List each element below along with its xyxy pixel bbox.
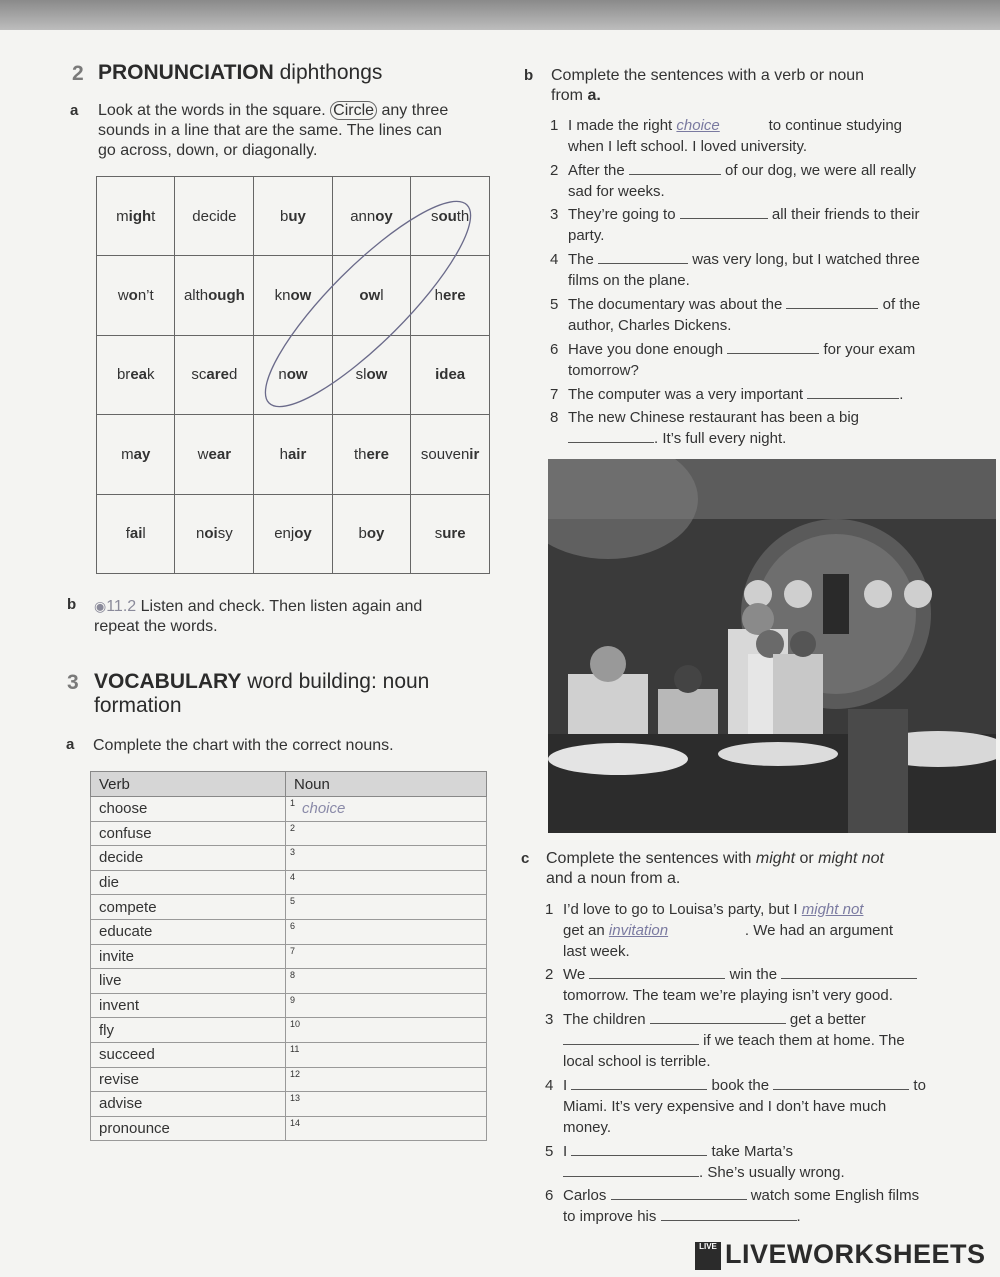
chart-verb: pronounce <box>91 1116 286 1141</box>
liveworksheets-logo[interactable] <box>695 1238 995 1274</box>
word-part: k <box>147 366 155 384</box>
instr-part-2: any three <box>381 102 449 119</box>
word-part: br <box>116 366 131 384</box>
sentence-text: The children <box>563 1011 646 1028</box>
answer-field[interactable] <box>661 1206 797 1221</box>
word-sound: air <box>287 445 307 463</box>
chart-row <box>91 1018 487 1043</box>
grid-cell[interactable] <box>411 494 490 573</box>
row-number: 10 <box>290 1019 301 1030</box>
sentence-text: Carlos <box>563 1187 607 1204</box>
restaurant-illustration <box>548 459 996 833</box>
row-number: 14 <box>290 1117 301 1128</box>
section-3-title-rest: word building: noun <box>247 670 430 693</box>
word-part: ann <box>350 207 376 225</box>
row-number: 1 <box>290 798 296 808</box>
section-2a-instructions <box>98 101 498 161</box>
word-part: m <box>116 207 129 225</box>
row-number: 6 <box>290 920 296 931</box>
answer-field[interactable] <box>807 384 899 399</box>
sentence-text: book the <box>711 1077 770 1094</box>
sentence-text: sad for weeks. <box>568 183 665 200</box>
sentence-number: 6 <box>545 1187 554 1204</box>
sentence-text: tomorrow? <box>568 362 639 379</box>
part-c-sentence-3 <box>545 1009 953 1072</box>
word-sound: ow <box>366 366 388 384</box>
sentence-text: of the <box>882 296 921 313</box>
section-2-title-rest: diphthongs <box>279 61 383 84</box>
chart-noun-field[interactable] <box>286 870 487 895</box>
word-part: s <box>434 525 443 543</box>
part-c-text: Complete the sentences with <box>546 850 752 867</box>
sentence-number: 4 <box>545 1077 554 1094</box>
answer-field[interactable] <box>786 294 878 309</box>
grid-cell[interactable] <box>97 415 175 494</box>
word-part: enj <box>274 525 295 543</box>
word-sound: ea <box>130 366 147 384</box>
word-part: th <box>456 207 470 225</box>
word-part: decide <box>192 207 237 225</box>
part-c-sentence-1 <box>545 899 953 962</box>
grid-cell[interactable] <box>332 415 411 494</box>
word-sound: idea <box>435 366 466 384</box>
part-c-letter: c <box>521 850 530 867</box>
chart-row <box>91 993 487 1018</box>
chart-row <box>91 846 487 871</box>
sentence-number: 2 <box>545 966 554 983</box>
sentence-text: party. <box>568 227 605 244</box>
answer-field[interactable]: might not <box>801 901 864 918</box>
instr-part-1: Look at the words in the square. <box>98 102 326 119</box>
sentence-text: The new Chinese restaurant has been a big <box>568 409 860 426</box>
word-part: l <box>142 525 146 543</box>
word-part: n <box>196 525 205 543</box>
answer-field[interactable] <box>680 204 768 219</box>
sentence-text: for your exam <box>823 341 916 358</box>
row-number: 9 <box>290 994 296 1005</box>
grid-cell[interactable] <box>254 415 332 494</box>
answer-field[interactable] <box>571 1141 707 1156</box>
row-number: 5 <box>290 896 296 907</box>
part-c-text: and a noun from a. <box>546 870 681 887</box>
part-c-text: might <box>755 850 796 867</box>
sentence-number: 1 <box>545 901 554 918</box>
grid-cell[interactable] <box>332 494 411 573</box>
chart-row <box>91 1116 487 1141</box>
grid-cell[interactable] <box>97 177 175 256</box>
part-c-sentence-6 <box>545 1185 953 1227</box>
section-2-title <box>98 61 382 85</box>
chart-verb: fly <box>91 1018 286 1043</box>
word-part: sy <box>217 525 233 543</box>
chart-verb: revise <box>91 1067 286 1092</box>
word-sound: ay <box>133 445 151 463</box>
word-part: sc <box>191 366 207 384</box>
word-sound: uy <box>288 207 306 225</box>
section-3-title-rest-2: formation <box>94 694 182 717</box>
word-part: kn <box>274 287 291 305</box>
word-part: f <box>125 525 130 543</box>
word-part: sl <box>355 366 367 384</box>
chart-row <box>91 919 487 944</box>
chart-row <box>91 821 487 846</box>
chart-verb: succeed <box>91 1042 286 1067</box>
answer-field[interactable] <box>650 1009 786 1024</box>
word-sound: ow <box>290 287 312 305</box>
chart-noun-field[interactable] <box>286 1092 487 1117</box>
part-b-sentence-1 <box>550 115 948 157</box>
chart-noun-field[interactable] <box>286 1067 487 1092</box>
chart-verb: choose <box>91 797 286 822</box>
sentence-text: last week. <box>563 943 630 960</box>
word-sound: ow <box>359 287 381 305</box>
sentence-text: After the <box>568 162 625 179</box>
chart-noun-field[interactable] <box>286 1018 487 1043</box>
chart-row <box>91 1067 487 1092</box>
sentence-number: 7 <box>550 386 559 403</box>
sentence-number: 5 <box>545 1143 554 1160</box>
row-number: 4 <box>290 871 296 882</box>
sentence-text: tomorrow. The team we’re playing isn’t very good. <box>563 987 893 1004</box>
part-b-line1: Complete the sentences with a verb or noun <box>551 67 865 84</box>
chart-verb: compete <box>91 895 286 920</box>
word-part: h <box>434 287 444 305</box>
chart-row <box>91 1092 487 1117</box>
sentence-text: Have you done enough <box>568 341 724 358</box>
word-part: l <box>380 287 384 305</box>
section-2b-instructions <box>94 596 494 637</box>
row-number: 12 <box>290 1068 301 1079</box>
sentence-text: when I left school. I loved university. <box>568 138 808 155</box>
grid-cell[interactable] <box>175 335 254 414</box>
sentence-text: get a better <box>789 1011 866 1028</box>
word-part: w <box>197 445 209 463</box>
section-2b-letter: b <box>67 596 77 613</box>
answer-field[interactable] <box>773 1075 909 1090</box>
grid-row <box>97 415 490 494</box>
answer-field[interactable] <box>568 428 654 443</box>
word-sound: are <box>206 366 229 384</box>
chart-noun-field[interactable] <box>286 993 487 1018</box>
noun-formation-chart <box>90 771 487 1141</box>
chart-row <box>91 797 487 822</box>
word-part: m <box>121 445 134 463</box>
chart-noun-field[interactable] <box>286 1042 487 1067</box>
chart-verb: die <box>91 870 286 895</box>
word-part: d <box>228 366 238 384</box>
answer-field[interactable] <box>727 339 819 354</box>
diagonal-circle-annotation <box>250 190 490 420</box>
part-b-sentence-8 <box>550 407 948 449</box>
sentence-text: I <box>563 1143 568 1160</box>
sentence-number: 3 <box>550 206 559 223</box>
word-sound: o <box>128 287 138 305</box>
answer-field[interactable]: choice <box>676 117 720 134</box>
answer-field[interactable] <box>598 249 688 264</box>
part-b-line2b: a. <box>587 87 601 104</box>
row-number: 2 <box>290 822 296 833</box>
word-part: b <box>358 525 367 543</box>
word-part: s <box>430 207 439 225</box>
chart-noun-field[interactable] <box>286 1116 487 1141</box>
chart-header-noun: Noun <box>286 772 487 797</box>
sentence-text: The documentary was about the <box>568 296 783 313</box>
sentence-text: take Marta’s <box>711 1143 793 1160</box>
word-part: t <box>151 207 156 225</box>
word-sound: oy <box>375 207 393 225</box>
chart-row <box>91 944 487 969</box>
part-b-letter: b <box>524 67 534 84</box>
section-2b-text-1: Listen and check. Then listen again and <box>140 598 423 615</box>
section-2b-text-2: repeat the words. <box>94 618 218 635</box>
sentence-text: . <box>796 1208 801 1225</box>
sentence-text: I made the right <box>568 117 673 134</box>
section-3a-instructions: Complete the chart with the correct nouns. <box>93 737 394 754</box>
audio-track: 11.2 <box>106 598 137 615</box>
part-b-sentence-4 <box>550 249 948 291</box>
sentence-text: watch some English films <box>750 1187 920 1204</box>
section-2-title-bold: PRONUNCIATION <box>98 61 274 84</box>
part-b-sentence-3 <box>550 204 948 246</box>
grid-cell[interactable] <box>175 415 254 494</box>
sentence-text: of our dog, we were all really <box>725 162 916 179</box>
sentence-text: get an <box>563 922 605 939</box>
grid-row <box>97 494 490 573</box>
section-3-number: 3 <box>67 671 79 694</box>
section-3-title <box>94 670 494 718</box>
answer-field[interactable] <box>629 160 721 175</box>
word-sound: oy <box>294 525 312 543</box>
sentence-text: . We had an argument <box>744 922 894 939</box>
chart-verb: invite <box>91 944 286 969</box>
sentence-number: 2 <box>550 162 559 179</box>
word-sound: ere <box>366 445 389 463</box>
answer-field[interactable]: invitation <box>608 922 669 939</box>
word-part: souven <box>420 445 470 463</box>
chart-verb: live <box>91 969 286 994</box>
word-part: alth <box>183 287 209 305</box>
chart-header-verb: Verb <box>91 772 286 797</box>
sentence-number: 6 <box>550 341 559 358</box>
sentence-text: They’re going to <box>568 206 676 223</box>
sentence-text: if we teach them at home. The <box>703 1032 905 1049</box>
part-b-sentence-2 <box>550 160 948 202</box>
word-part: h <box>279 445 288 463</box>
word-part: n <box>278 366 287 384</box>
grid-cell[interactable] <box>97 335 175 414</box>
part-c-text: or <box>799 850 814 867</box>
section-3-title-bold: VOCABULARY <box>94 670 242 693</box>
sentence-text: . <box>899 386 904 403</box>
chart-noun-field[interactable] <box>286 821 487 846</box>
chart-row <box>91 1042 487 1067</box>
chart-verb: confuse <box>91 821 286 846</box>
sentence-number: 4 <box>550 251 559 268</box>
sentence-text: films on the plane. <box>568 272 690 289</box>
word-part: w <box>117 287 129 305</box>
word-part: b <box>280 207 289 225</box>
sentence-text: all their friends to their <box>771 206 920 223</box>
sentence-text: author, Charles Dickens. <box>568 317 732 334</box>
sentence-text: . It’s full every night. <box>654 430 787 447</box>
sentence-number: 8 <box>550 409 559 426</box>
sentence-text: local school is terrible. <box>563 1053 711 1070</box>
grid-cell[interactable] <box>175 256 254 335</box>
answer-field[interactable] <box>563 1030 699 1045</box>
answer-field[interactable] <box>589 964 725 979</box>
word-sound: ai <box>129 525 143 543</box>
sentence-number: 1 <box>550 117 559 134</box>
sentence-text: to improve his <box>563 1208 657 1225</box>
grid-cell[interactable] <box>175 494 254 573</box>
chart-noun-field[interactable] <box>286 969 487 994</box>
row-number: 13 <box>290 1093 301 1104</box>
part-c-sentence-2 <box>545 964 953 1006</box>
sentence-number: 3 <box>545 1011 554 1028</box>
part-b-line2a: from <box>551 87 583 104</box>
sentence-number: 5 <box>550 296 559 313</box>
chart-verb: educate <box>91 919 286 944</box>
section-2-number: 2 <box>72 62 84 85</box>
circle-word: Circle <box>330 101 377 120</box>
row-number: 8 <box>290 970 296 981</box>
chart-verb: decide <box>91 846 286 871</box>
word-sound: ou <box>438 207 457 225</box>
sentence-text: win the <box>729 966 778 983</box>
instr-part-3: sounds in a line that are the same. The lines can <box>98 122 442 139</box>
section-2a-letter: a <box>70 102 79 119</box>
word-sound: oy <box>366 525 385 543</box>
sentence-text: . She’s usually wrong. <box>699 1164 845 1181</box>
word-sound: ow <box>286 366 308 384</box>
grid-cell[interactable] <box>254 494 332 573</box>
word-sound: igh <box>128 207 152 225</box>
row-number: 7 <box>290 945 296 956</box>
answer-field[interactable] <box>611 1185 747 1200</box>
chart-noun-field[interactable] <box>286 944 487 969</box>
word-sound: ir <box>469 445 480 463</box>
answer-field[interactable] <box>563 1162 699 1177</box>
chart-verb: advise <box>91 1092 286 1117</box>
sentence-text: to <box>913 1077 926 1094</box>
part-c-sentence-4 <box>545 1075 953 1138</box>
word-sound: ure <box>442 525 466 543</box>
sentence-text: I’d love to go to Louisa’s party, but I <box>563 901 798 918</box>
grid-cell[interactable] <box>97 494 175 573</box>
chart-row <box>91 969 487 994</box>
chart-noun-field[interactable] <box>286 797 487 822</box>
chart-noun-field[interactable] <box>286 919 487 944</box>
sentence-text: The <box>568 251 594 268</box>
part-c-text: might not <box>818 850 884 867</box>
chart-noun-field[interactable] <box>286 895 487 920</box>
instr-part-4: go across, down, or diagonally. <box>98 142 318 159</box>
logo-badge: LIVE <box>695 1242 721 1270</box>
part-b-instructions <box>551 66 971 106</box>
word-sound: ear <box>208 445 232 463</box>
chart-row <box>91 870 487 895</box>
row-number: 3 <box>290 847 296 858</box>
sentence-text: to continue studying <box>768 117 903 134</box>
grid-cell[interactable] <box>411 415 490 494</box>
word-sound: oi <box>204 525 218 543</box>
word-sound: ough <box>208 287 245 305</box>
sentence-text: was very long, but I watched three <box>692 251 920 268</box>
sentence-text: I <box>563 1077 568 1094</box>
sentence-text: The computer was a very important <box>568 386 804 403</box>
audio-icon[interactable]: ◉ <box>94 598 107 614</box>
logo-text: LIVEWORKSHEETS <box>725 1239 986 1269</box>
grid-cell[interactable] <box>175 177 254 256</box>
chart-row <box>91 895 487 920</box>
noun-answer: choice <box>302 800 346 818</box>
grid-cell[interactable] <box>97 256 175 335</box>
part-c-instructions <box>546 849 966 889</box>
word-part: n’t <box>137 287 154 305</box>
sentence-text: money. <box>563 1119 612 1136</box>
part-b-sentence-5 <box>550 294 948 336</box>
part-b-sentence-7 <box>550 384 948 405</box>
chart-verb: invent <box>91 993 286 1018</box>
part-c-sentence-5 <box>545 1141 953 1183</box>
sentence-text: We <box>563 966 586 983</box>
word-part: th <box>353 445 367 463</box>
word-sound: ere <box>443 287 466 305</box>
sentence-text: Miami. It’s very expensive and I don’t have much <box>563 1098 887 1115</box>
chart-noun-field[interactable] <box>286 846 487 871</box>
answer-field[interactable] <box>571 1075 707 1090</box>
section-3a-letter: a <box>66 736 75 753</box>
restaurant-photo <box>548 459 996 833</box>
part-b-sentence-6 <box>550 339 948 381</box>
scan-top-edge <box>0 0 1000 30</box>
answer-field[interactable] <box>781 964 917 979</box>
row-number: 11 <box>290 1043 300 1054</box>
